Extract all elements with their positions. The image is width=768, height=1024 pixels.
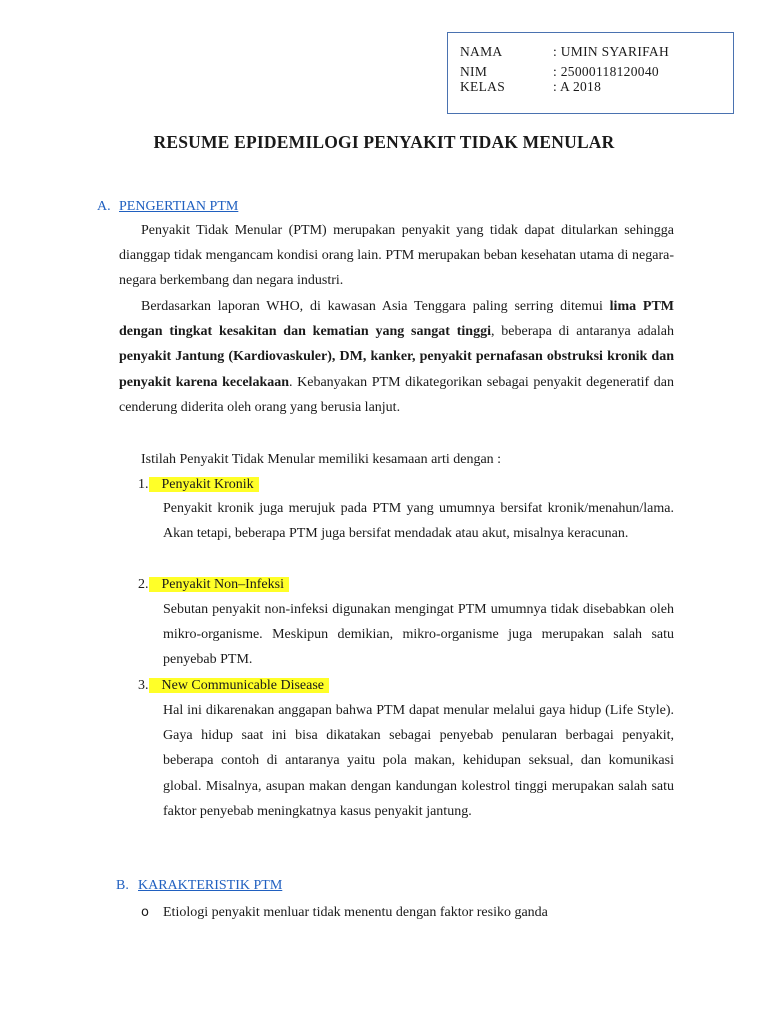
section-a-letter: A.: [97, 199, 111, 214]
para2-text-1: Berdasarkan laporan WHO, di kawasan Asia Tenggara paling serring ditemui: [141, 299, 610, 314]
kelas-label: KELAS: [460, 79, 505, 94]
list-item-1-label: Penyakit Kronik: [149, 477, 259, 492]
identity-box: [447, 32, 734, 114]
section-a-paragraph-2: [119, 294, 674, 420]
list-item-2-label: Penyakit Non–Infeksi: [149, 577, 289, 592]
section-a-title: PENGERTIAN PTM: [119, 199, 239, 214]
document-title: RESUME EPIDEMILOGI PENYAKIT TIDAK MENULAR: [153, 132, 615, 152]
kelas-value: : A 2018: [553, 79, 602, 94]
para2-text-2: , beberapa di antaranya adalah: [490, 324, 674, 340]
list-item-3-number: 3.: [138, 678, 149, 693]
bullet-text: Etiologi penyakit menluar tidak menentu dengan faktor resiko ganda: [163, 905, 548, 920]
section-a-paragraph-1: Penyakit Tidak Menular (PTM) merupakan penyakit yang tidak dapat ditularkan sehingga dianggap tidak mengancam kondisi orang lain. PTM merupakan beban kesehatan utama di negara-negara berkembang dan negara industri.: [119, 223, 674, 289]
section-b-bullet-item: [141, 904, 548, 922]
section-b-heading: [116, 878, 282, 894]
list-item-3-label: New Communicable Disease: [149, 678, 330, 693]
section-b-title: KARAKTERISTIK PTM: [138, 878, 283, 893]
nama-value: : UMIN SYARIFAH: [553, 44, 670, 59]
list-item-1: [138, 476, 259, 494]
para2-bold-2: penyakit Jantung (Kardiovaskuler), DM, kanker, penyakit pernafasan obstruksi kronik dan penyakit karena kecelakaan: [119, 349, 674, 390]
nim-value: : 25000118120040: [553, 64, 659, 79]
para2-text-3: . Kebanyakan PTM dikategorikan sebagai penyakit degeneratif dan cenderung diderita oleh orang yang berusia lanjut.: [119, 374, 674, 415]
bullet-marker: o: [141, 905, 149, 920]
para2-bold-1: lima PTM dengan tingkat kesakitan dan kematian yang sangat tinggi: [119, 299, 674, 340]
list-item-2-number: 2.: [138, 577, 149, 592]
list-item-3-description: Hal ini dikarenakan anggapan bahwa PTM dapat menular melalui gaya hidup (Life Style). Gaya hidup saat ini bisa dikatakan sebagai penyebab penularan berbagai penyakit, beberapa contoh di antaranya yaitu pola makan, kehidupan seksual, dan komunikasi global. Misalnya, asupan makan dengan kandungan kolestrol tinggi merupakan salah satu faktor penyebab meningkatnya kasus penyakit jantung.: [163, 703, 674, 819]
section-b-letter: B.: [116, 878, 129, 893]
section-a-paragraph-3: Istilah Penyakit Tidak Menular memiliki kesamaan arti dengan :: [141, 452, 502, 467]
list-item-1-number: 1.: [138, 477, 149, 492]
nim-label: NIM: [460, 64, 488, 79]
list-item-1-description: Penyakit kronik juga merujuk pada PTM yang umumnya bersifat kronik/menahun/lama. Akan tetapi, beberapa PTM juga bersifat mendadak atau akut, misalnya keracunan.: [163, 501, 674, 542]
list-item-2-description: Sebutan penyakit non-infeksi digunakan mengingat PTM umumnya tidak disebabkan oleh mikro-organisme. Meskipun demikian, mikro-organisme juga merupakan salah satu penyebab PTM.: [163, 602, 674, 668]
section-a-heading: [97, 199, 238, 215]
list-item-3: [138, 677, 329, 695]
nama-label: NAMA: [460, 44, 503, 59]
list-item-2: [138, 576, 289, 594]
